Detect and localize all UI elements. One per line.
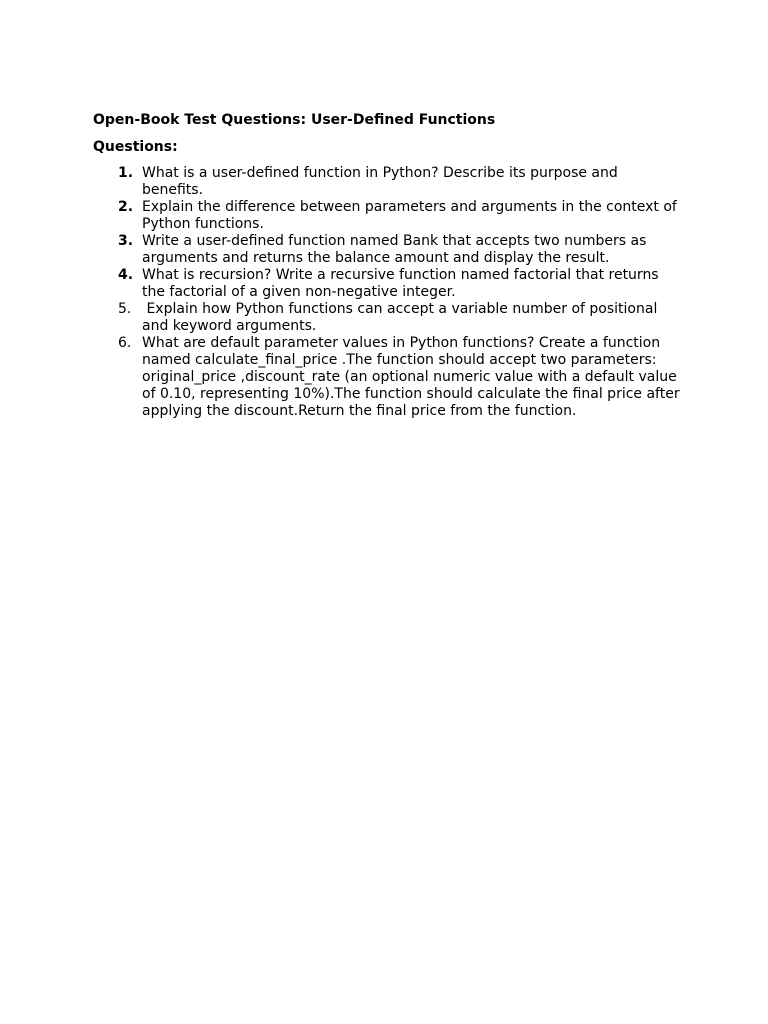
- question-item-3: [93, 233, 683, 267]
- question-number: 2.: [118, 199, 134, 215]
- question-number: 5.: [118, 301, 132, 317]
- question-item-6: [93, 335, 683, 420]
- questions-heading: Questions:: [93, 139, 178, 155]
- question-number: 6.: [118, 335, 132, 351]
- questions-list: [93, 165, 683, 420]
- question-item-2: [93, 199, 683, 233]
- question-text: What is recursion? Write a recursive function named factorial that returns the factorial of a given non-negative integer.: [142, 267, 664, 300]
- document-page: [93, 111, 683, 420]
- question-text: What is a user-defined function in Python? Describe its purpose and benefits.: [142, 165, 623, 198]
- question-text: Write a user-defined function named Bank that accepts two numbers as arguments and returns the balance amount and display the result.: [142, 233, 651, 266]
- question-item-5: [93, 301, 683, 335]
- document-title: Open-Book Test Questions: User-Defined Functions: [93, 112, 496, 128]
- question-number: 3.: [118, 233, 134, 249]
- question-number: 4.: [118, 267, 134, 283]
- question-item-4: [93, 267, 683, 301]
- question-text: What are default parameter values in Python functions? Create a function named calculate_final_price .The function should accept two parameters: original_price ,discount_rate (an optional numeric value with a default value of 0.10, representing 10%).The function should calculate the final price after applying the discount.Return the final price from the function.: [142, 335, 685, 419]
- question-item-1: [93, 165, 683, 199]
- question-number: 1.: [118, 165, 134, 181]
- question-text: Explain how Python functions can accept a variable number of positional and keyword arguments.: [142, 301, 662, 334]
- question-text: Explain the difference between parameters and arguments in the context of Python functions.: [142, 199, 682, 232]
